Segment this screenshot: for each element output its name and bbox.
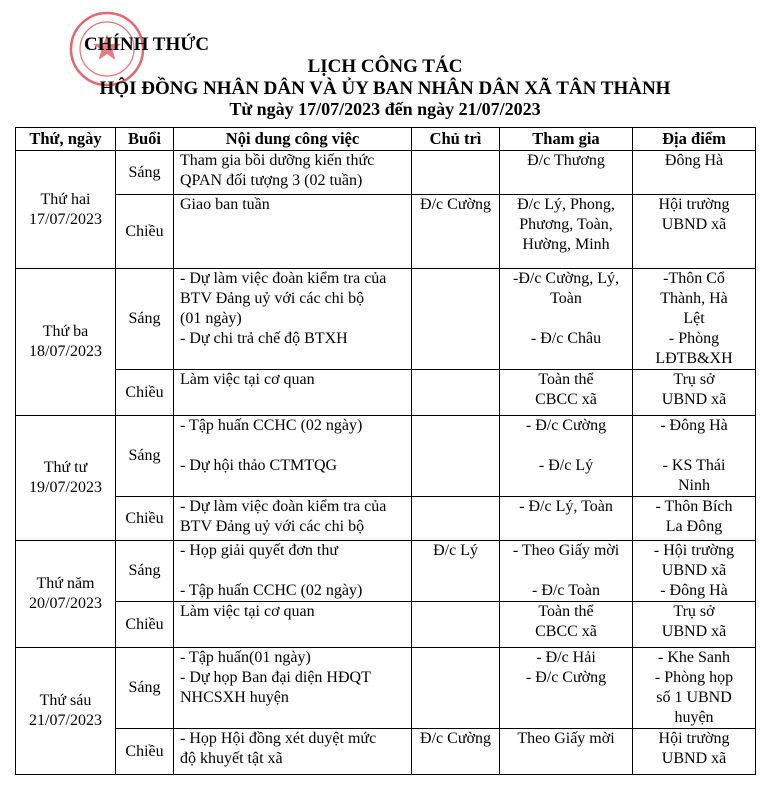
table-row: [16, 497, 756, 541]
participants-cell-line: - Đ/c Hải: [536, 649, 596, 666]
chair-cell: [412, 416, 500, 497]
content-cell-line: - Dự hội thảo CTMTQG: [180, 457, 338, 474]
location-cell-line: số 1 UBND: [656, 689, 732, 706]
chair-cell: [412, 497, 500, 541]
participants-cell: [500, 370, 633, 416]
day-cell: [16, 416, 116, 541]
participants-cell-line: Toàn: [550, 290, 582, 307]
session-cell: Chiều: [116, 729, 174, 775]
content-cell-line: [180, 436, 408, 456]
content-cell-line: (01 ngày): [180, 310, 242, 327]
chair-cell: [412, 269, 500, 370]
date-label: 19/07/2023: [29, 479, 102, 496]
location-cell: [633, 602, 756, 648]
participants-cell-line: Toàn thể: [538, 603, 594, 620]
content-cell: [174, 151, 412, 195]
participants-cell: [500, 269, 633, 370]
location-cell-line: Trụ sở: [673, 603, 715, 620]
header-chair: Chủ trì: [412, 128, 500, 151]
location-cell-line: Hội trường: [658, 196, 730, 213]
content-cell-line: Giao ban tuần: [180, 196, 270, 213]
location-cell-line: UBND xã: [661, 562, 727, 579]
weekday-label: Thứ sáu: [39, 692, 92, 709]
chair-cell: [412, 648, 500, 729]
participants-cell-line: -Đ/c Cường, Lý,: [512, 270, 619, 287]
location-cell-line: LĐTB&XH: [655, 350, 733, 367]
content-cell: [174, 648, 412, 729]
session-cell: Chiều: [116, 195, 174, 269]
participants-cell: [500, 648, 633, 729]
session-cell: Sáng: [116, 269, 174, 370]
table-row: [16, 416, 756, 497]
participants-cell: [500, 151, 633, 195]
table-row: [16, 541, 756, 602]
chair-cell: [412, 602, 500, 648]
location-cell-line: UBND xã: [661, 750, 727, 767]
header-day: Thứ, ngày: [16, 128, 116, 151]
official-status-label: CHÍNH THỨC: [84, 34, 210, 55]
content-cell: [174, 497, 412, 541]
location-cell: [633, 648, 756, 729]
location-cell-line: Lệt: [683, 310, 705, 327]
participants-cell: [500, 195, 633, 269]
location-cell-line: Hội trường: [658, 730, 730, 747]
session-cell: Chiều: [116, 497, 174, 541]
session-cell: Sáng: [116, 151, 174, 195]
content-cell: [174, 269, 412, 370]
participants-cell-line: CBCC xã: [535, 391, 597, 408]
chair-cell: [412, 151, 500, 195]
location-cell-line: - Đông Hà: [660, 417, 728, 434]
location-cell: [633, 151, 756, 195]
location-cell: [633, 269, 756, 370]
chair-cell: [412, 370, 500, 416]
weekday-label: Thứ ba: [42, 323, 89, 340]
weekday-label: Thứ tư: [43, 459, 88, 476]
participants-cell-line: [503, 436, 629, 456]
participants-cell-line: - Đ/c Lý: [538, 457, 594, 474]
location-cell: [633, 497, 756, 541]
content-cell-line: - Họp Hội đồng xét duyệt mức: [180, 730, 377, 747]
content-cell-line: - Dự làm việc đoàn kiểm tra của: [180, 498, 387, 515]
location-cell-line: -Thôn Cổ: [663, 270, 725, 287]
participants-cell: [500, 602, 633, 648]
participants-cell-line: - Đ/c Châu: [530, 330, 602, 347]
participants-cell-line: Theo Giấy mời: [517, 730, 615, 747]
session-cell: Sáng: [116, 648, 174, 729]
session-cell: Sáng: [116, 416, 174, 497]
header-session: Buổi: [116, 128, 174, 151]
content-cell: [174, 729, 412, 775]
participants-cell-line: - Theo Giấy mời: [512, 542, 620, 559]
location-cell-line: - Hội trường: [653, 542, 735, 559]
participants-cell-line: [503, 561, 629, 581]
table-row: [16, 648, 756, 729]
table-row: [16, 269, 756, 370]
content-cell-line: - Tập huấn CCHC (02 ngày): [180, 582, 363, 599]
participants-cell-line: Đ/c Lý, Phong,: [517, 196, 615, 213]
content-cell-line: BTV Đảng uỷ với các chi bộ: [180, 290, 365, 307]
content-cell-line: - Họp giải quyết đơn thư: [180, 542, 338, 559]
table-row: [16, 151, 756, 195]
location-cell-line: - Đông Hà: [660, 582, 728, 599]
header-location: Địa điểm: [633, 128, 756, 151]
participants-cell-line: Đ/c Thương: [527, 152, 605, 169]
location-cell-line: Thành, Hà: [660, 290, 728, 307]
date-label: 17/07/2023: [29, 210, 102, 228]
location-cell-line: [636, 436, 752, 456]
location-cell-line: UBND xã: [661, 391, 727, 408]
content-cell-line: Tham gia bồi dưỡng kiến thức: [180, 152, 375, 169]
content-cell-line: Làm việc tại cơ quan: [180, 603, 315, 620]
location-cell: [633, 195, 756, 269]
participants-cell-line: - Đ/c Lý, Toàn: [519, 498, 613, 515]
location-cell-line: UBND xã: [661, 623, 727, 640]
day-cell: [16, 541, 116, 648]
table-row: [16, 602, 756, 648]
location-cell-line: huyện: [674, 709, 714, 726]
table-header-row: [16, 128, 756, 151]
content-cell-line: độ khuyết tật xã: [180, 750, 283, 767]
header-participants: Tham gia: [500, 128, 633, 151]
content-cell-line: Làm việc tại cơ quan: [180, 371, 315, 388]
date-label: 20/07/2023: [29, 595, 102, 612]
participants-cell: [500, 729, 633, 775]
document-title: LỊCH CÔNG TÁC: [307, 56, 463, 77]
session-cell: Chiều: [116, 370, 174, 416]
location-cell-line: Đông Hà: [664, 152, 724, 169]
location-cell-line: - Phòng: [668, 330, 720, 347]
participants-cell-line: - Đ/c Toàn: [532, 582, 600, 599]
content-cell-line: QPAN đối tượng 3 (02 tuần): [180, 172, 363, 189]
session-cell: Sáng: [116, 541, 174, 602]
content-cell-line: - Dự làm việc đoàn kiểm tra của: [180, 270, 387, 287]
participants-cell-line: Toàn thể: [538, 371, 594, 388]
weekday-label: Thứ năm: [36, 575, 95, 592]
content-cell: [174, 416, 412, 497]
location-cell-line: La Đông: [665, 518, 723, 535]
content-cell-line: - Dự chi trả chế độ BTXH: [180, 330, 348, 347]
content-cell: [174, 602, 412, 648]
content-cell: [174, 195, 412, 269]
content-cell-line: - Tập huấn CCHC (02 ngày): [180, 417, 363, 434]
content-cell-line: BTV Đảng uỷ với các chi bộ: [180, 518, 365, 535]
location-cell-line: Ninh: [678, 477, 710, 494]
participants-cell-line: - Đ/c Cường: [525, 669, 607, 686]
participants-cell-line: - Đ/c Cường: [525, 417, 607, 434]
participants-cell-line: CBCC xã: [535, 623, 597, 640]
table-row: [16, 370, 756, 416]
location-cell-line: - Phòng họp: [654, 669, 734, 686]
participants-cell-line: Phương, Toàn,: [519, 216, 613, 233]
day-cell: [16, 269, 116, 416]
content-cell-line: [180, 561, 408, 581]
table-row: [16, 195, 756, 269]
content-cell-line: - Dự họp Ban đại diện HĐQT: [180, 669, 371, 686]
chair-cell: Đ/c Cường: [412, 729, 500, 775]
location-cell-line: - Thôn Bích: [655, 498, 733, 515]
day-cell: [16, 151, 116, 269]
session-cell: Chiều: [116, 602, 174, 648]
date-range: Từ ngày 17/07/2023 đến ngày 21/07/2023: [229, 99, 541, 119]
location-cell: [633, 416, 756, 497]
participants-cell: [500, 541, 633, 602]
participants-cell-line: Hường, Minh: [522, 236, 610, 253]
participants-cell-line: [503, 309, 629, 329]
chair-cell: Đ/c Lý: [412, 541, 500, 602]
content-cell-line: NHCSXH huyện: [180, 689, 289, 706]
location-cell-line: Trụ sở: [673, 371, 715, 388]
header-content: Nội dung công việc: [174, 128, 412, 151]
location-cell-line: UBND xã: [661, 216, 727, 233]
content-cell: [174, 541, 412, 602]
table-row: [16, 729, 756, 775]
date-label: 21/07/2023: [29, 712, 102, 729]
location-cell: [633, 729, 756, 775]
content-cell: [174, 370, 412, 416]
location-cell: [633, 541, 756, 602]
content-cell-line: - Tập huấn(01 ngày): [180, 649, 311, 666]
location-cell-line: - Khe Sanh: [658, 649, 730, 666]
chair-cell: Đ/c Cường: [412, 195, 500, 269]
day-cell: [16, 648, 116, 775]
participants-cell: [500, 416, 633, 497]
date-label: 18/07/2023: [29, 343, 102, 360]
location-cell: [633, 370, 756, 416]
weekday-label: Thứ hai: [40, 190, 91, 208]
participants-cell: [500, 497, 633, 541]
document-subtitle: HỘI ĐỒNG NHÂN DÂN VÀ ỦY BAN NHÂN DÂN XÃ TÂN THÀNH: [99, 78, 671, 99]
schedule-table: [15, 127, 756, 775]
location-cell-line: - KS Thái: [662, 457, 726, 474]
